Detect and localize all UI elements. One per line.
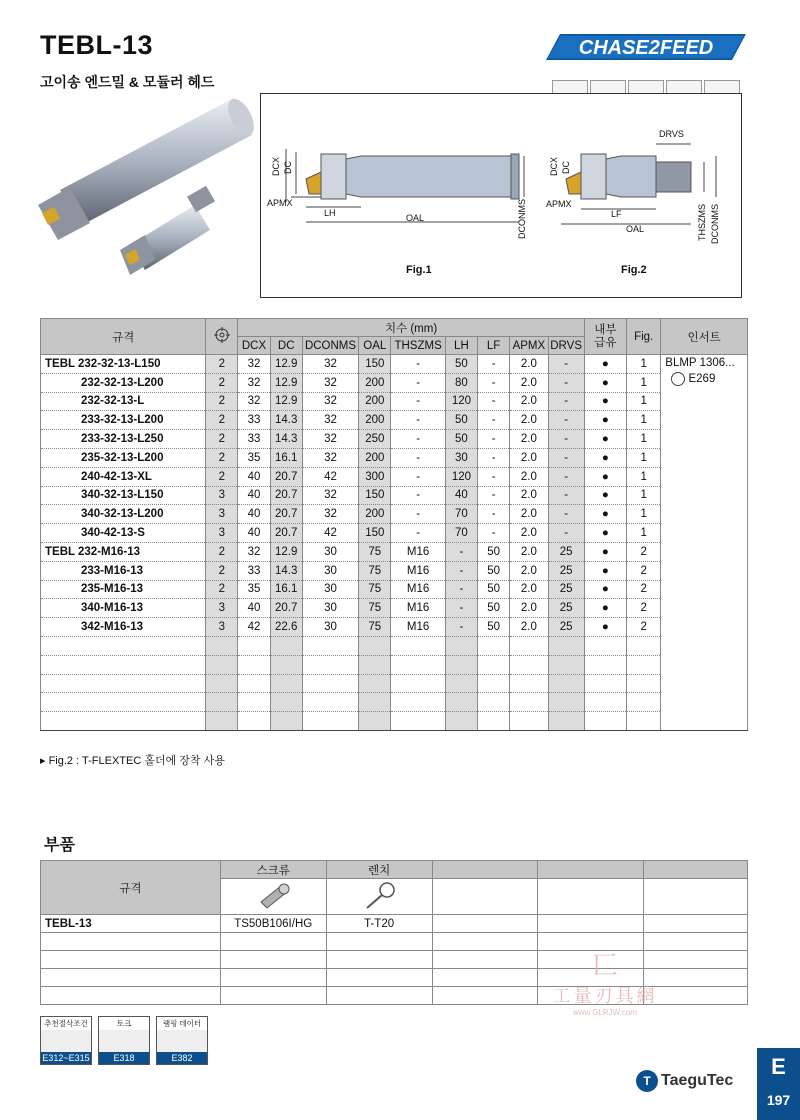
empty-row xyxy=(41,712,748,731)
fig-cell: 2 xyxy=(627,542,661,561)
dim-cell: 30 xyxy=(302,618,358,637)
flute-count-cell: 3 xyxy=(206,486,238,505)
spec-cell: TEBL 232-M16-13 xyxy=(41,542,206,561)
dim-apmx-label-2: APMX xyxy=(546,199,572,209)
parts-wrench-cell: T-T20 xyxy=(326,915,432,933)
col-drvs: DRVS xyxy=(548,337,584,355)
empty-row xyxy=(41,674,748,693)
dimension-drawing xyxy=(260,93,742,298)
dim-cell: 40 xyxy=(445,486,477,505)
flute-count-cell: 2 xyxy=(206,373,238,392)
dim-cell: M16 xyxy=(391,561,445,580)
dim-cell: 14.3 xyxy=(270,561,302,580)
mini-title: 추천절삭조건 xyxy=(41,1017,91,1030)
flute-count-cell: 3 xyxy=(206,599,238,618)
spec-cell: 232-32-13-L xyxy=(41,392,206,411)
dim-cell: 120 xyxy=(445,467,477,486)
dim-cell: 32 xyxy=(238,373,270,392)
dim-dconms-label: DCONMS xyxy=(517,199,527,239)
dim-cell: 20.7 xyxy=(270,524,302,543)
col-dconms: DCONMS xyxy=(302,337,358,355)
dim-cell: 14.3 xyxy=(270,411,302,430)
dim-cell: - xyxy=(391,448,445,467)
watermark xyxy=(540,945,670,1017)
coolant-cell: ● xyxy=(584,618,626,637)
dim-cell: M16 xyxy=(391,542,445,561)
dim-cell: 20.7 xyxy=(270,505,302,524)
fig-cell: 1 xyxy=(627,505,661,524)
dim-cell: 150 xyxy=(359,486,391,505)
magnifier-icon xyxy=(671,372,685,386)
dim-cell: - xyxy=(548,392,584,411)
dim-dc-label-2: DC xyxy=(561,161,571,174)
dim-cell: 2.0 xyxy=(510,505,548,524)
mini-ref: E382 xyxy=(157,1052,207,1064)
flute-count-cell: 3 xyxy=(206,524,238,543)
dim-cell: 2.0 xyxy=(510,373,548,392)
spec-cell: 340-M16-13 xyxy=(41,599,206,618)
watermark-logo-mark: 匸 xyxy=(591,950,618,980)
insert-cell xyxy=(661,355,748,731)
dim-cell: 2.0 xyxy=(510,430,548,449)
spec-cell: 235-32-13-L200 xyxy=(41,448,206,467)
dim-cell: 32 xyxy=(302,392,358,411)
dim-cell: 75 xyxy=(359,580,391,599)
dim-cell: - xyxy=(548,486,584,505)
page-number: 197 xyxy=(766,1092,791,1108)
dim-cell: 16.1 xyxy=(270,580,302,599)
dim-cell: 2.0 xyxy=(510,618,548,637)
dim-cell: 70 xyxy=(445,524,477,543)
parts-spec-cell: TEBL-13 xyxy=(41,915,221,933)
dim-cell: 50 xyxy=(478,618,510,637)
torque-ref[interactable] xyxy=(98,1016,150,1065)
dim-cell: 50 xyxy=(478,542,510,561)
dim-thszms-label: THSZMS xyxy=(697,204,707,241)
dim-cell: - xyxy=(478,486,510,505)
dim-cell: 30 xyxy=(445,448,477,467)
parts-col-screw: 스크류 xyxy=(220,861,326,879)
dim-cell: 2.0 xyxy=(510,355,548,374)
dim-cell: 20.7 xyxy=(270,486,302,505)
dim-cell: 35 xyxy=(238,580,270,599)
dim-cell: 80 xyxy=(445,373,477,392)
brand-name: TaeguTec xyxy=(661,1072,734,1090)
dim-cell: - xyxy=(391,467,445,486)
dim-cell: 50 xyxy=(445,411,477,430)
dim-cell: 50 xyxy=(478,599,510,618)
flute-count-cell: 2 xyxy=(206,430,238,449)
table-row xyxy=(41,392,748,411)
dim-cell: 40 xyxy=(238,505,270,524)
dim-cell: - xyxy=(478,524,510,543)
parts-section-title: 부품 xyxy=(44,837,75,854)
coolant-cell: ● xyxy=(584,561,626,580)
fig-cell: 1 xyxy=(627,355,661,374)
dim-cell: 42 xyxy=(238,618,270,637)
dim-cell: 30 xyxy=(302,580,358,599)
spec-table xyxy=(40,318,748,731)
dim-cell: 25 xyxy=(548,618,584,637)
insert-code: BLMP 1306... xyxy=(665,357,735,369)
insert-ref-link[interactable] xyxy=(665,372,743,386)
col-apmx: APMX xyxy=(510,337,548,355)
fig-cell: 2 xyxy=(627,599,661,618)
empty-row xyxy=(41,655,748,674)
flute-count-cell: 2 xyxy=(206,580,238,599)
dim-cell: - xyxy=(548,467,584,486)
dim-cell: 30 xyxy=(302,542,358,561)
dim-cell: 70 xyxy=(445,505,477,524)
dim-cell: 75 xyxy=(359,542,391,561)
dim-cell: - xyxy=(478,505,510,524)
dim-lh-label: LH xyxy=(324,208,336,218)
spec-cell: 233-32-13-L200 xyxy=(41,411,206,430)
dim-cell: - xyxy=(391,411,445,430)
dim-cell: 2.0 xyxy=(510,524,548,543)
table-row xyxy=(41,430,748,449)
dim-cell: 32 xyxy=(302,411,358,430)
coolant-cell: ● xyxy=(584,599,626,618)
flute-count-icon xyxy=(206,319,238,355)
spec-cell: 233-M16-13 xyxy=(41,561,206,580)
dim-cell: 25 xyxy=(548,542,584,561)
dim-cell: 32 xyxy=(238,355,270,374)
wrench-icon xyxy=(326,879,432,915)
dim-dcx-label-2: DCX xyxy=(549,157,559,177)
table-row xyxy=(41,355,748,374)
dim-cell: - xyxy=(445,580,477,599)
dim-cell: 32 xyxy=(302,430,358,449)
dim-cell: - xyxy=(478,373,510,392)
dim-cell: 33 xyxy=(238,561,270,580)
dim-cell: 32 xyxy=(302,448,358,467)
dim-cell: 35 xyxy=(238,448,270,467)
insert-ref: E269 xyxy=(688,373,716,386)
spec-cell: 342-M16-13 xyxy=(41,618,206,637)
flute-count-cell: 3 xyxy=(206,505,238,524)
dim-cell: 25 xyxy=(548,580,584,599)
coolant-cell: ● xyxy=(584,411,626,430)
dim-cell: M16 xyxy=(391,599,445,618)
col-dc: DC xyxy=(270,337,302,355)
torque-icon xyxy=(99,1030,149,1052)
dim-oal-label-2: OAL xyxy=(626,224,645,234)
figure-note: ▸ Fig.2 : T-FLEXTEC 홀더에 장착 사용 xyxy=(40,755,225,767)
dim-cell: - xyxy=(391,373,445,392)
dim-cell: 16.1 xyxy=(270,448,302,467)
table-row xyxy=(41,486,748,505)
dim-cell: 22.6 xyxy=(270,618,302,637)
fig-cell: 1 xyxy=(627,448,661,467)
coolant-cell: ● xyxy=(584,467,626,486)
flute-count-cell: 3 xyxy=(206,618,238,637)
dim-cell: - xyxy=(391,355,445,374)
dim-cell: 2.0 xyxy=(510,392,548,411)
table-row xyxy=(41,599,748,618)
dim-cell: 32 xyxy=(302,355,358,374)
mini-title: 램핑 데이터 xyxy=(157,1017,207,1030)
col-insert-header: 인서트 xyxy=(661,319,748,355)
logo-text: CHASE2FEED xyxy=(578,37,714,59)
col-fig-header: Fig. xyxy=(627,319,661,355)
dim-cell: 32 xyxy=(302,505,358,524)
table-row xyxy=(41,467,748,486)
spec-cell: 340-42-13-S xyxy=(41,524,206,543)
dim-cell: - xyxy=(391,486,445,505)
dim-cell: 2.0 xyxy=(510,561,548,580)
flute-count-cell: 2 xyxy=(206,448,238,467)
ramping-data-ref[interactable] xyxy=(156,1016,208,1065)
dim-cell: - xyxy=(478,411,510,430)
table-row xyxy=(41,561,748,580)
dim-cell: 32 xyxy=(302,373,358,392)
dim-cell: 40 xyxy=(238,486,270,505)
coolant-cell: ● xyxy=(584,524,626,543)
spec-cell: 340-32-13-L150 xyxy=(41,486,206,505)
dim-cell: 2.0 xyxy=(510,467,548,486)
brand-logo-icon: T xyxy=(636,1070,658,1092)
dim-cell: - xyxy=(478,392,510,411)
dim-cell: - xyxy=(548,430,584,449)
dim-cell: 2.0 xyxy=(510,411,548,430)
fig-cell: 1 xyxy=(627,467,661,486)
dim-cell: 25 xyxy=(548,599,584,618)
dim-cell: 200 xyxy=(359,392,391,411)
dim-cell: - xyxy=(445,599,477,618)
dim-cell: - xyxy=(548,448,584,467)
coolant-cell: ● xyxy=(584,542,626,561)
dim-lf-label: LF xyxy=(611,209,622,219)
dim-cell: 2.0 xyxy=(510,580,548,599)
fig-cell: 1 xyxy=(627,392,661,411)
dim-cell: 32 xyxy=(302,486,358,505)
dim-cell: 150 xyxy=(359,355,391,374)
dim-cell: 40 xyxy=(238,599,270,618)
dim-cell: 75 xyxy=(359,599,391,618)
dim-cell: 33 xyxy=(238,430,270,449)
dim-cell: - xyxy=(548,524,584,543)
cutting-conditions-ref[interactable] xyxy=(40,1016,92,1065)
spec-cell: TEBL 232-32-13-L150 xyxy=(41,355,206,374)
fig-cell: 1 xyxy=(627,373,661,392)
dim-cell: 32 xyxy=(238,542,270,561)
watermark-text: 工量刃具網 xyxy=(552,986,658,1006)
parts-col-wrench: 렌치 xyxy=(326,861,432,879)
dim-cell: 14.3 xyxy=(270,430,302,449)
dim-cell: 2.0 xyxy=(510,486,548,505)
dim-dc-label: DC xyxy=(283,161,293,174)
dim-cell: 20.7 xyxy=(270,599,302,618)
dim-cell: 50 xyxy=(445,430,477,449)
dim-cell: 200 xyxy=(359,448,391,467)
flute-count-cell: 2 xyxy=(206,542,238,561)
col-thszms: THSZMS xyxy=(391,337,445,355)
dim-cell: 25 xyxy=(548,561,584,580)
dim-cell: 33 xyxy=(238,411,270,430)
col-dim-group-header: 치수 (mm) xyxy=(238,319,584,337)
dim-cell: 12.9 xyxy=(270,373,302,392)
dim-cell: 75 xyxy=(359,561,391,580)
flute-count-cell: 2 xyxy=(206,355,238,374)
dim-cell: 75 xyxy=(359,618,391,637)
dim-cell: - xyxy=(548,373,584,392)
spec-cell: 240-42-13-XL xyxy=(41,467,206,486)
section-letter: E xyxy=(771,1054,786,1079)
dim-cell: 2.0 xyxy=(510,542,548,561)
dim-cell: 42 xyxy=(302,524,358,543)
dim-cell: 2.0 xyxy=(510,599,548,618)
dim-cell: M16 xyxy=(391,580,445,599)
dim-oal-label: OAL xyxy=(406,213,425,223)
fig-cell: 1 xyxy=(627,411,661,430)
dim-cell: 150 xyxy=(359,524,391,543)
dim-cell: 50 xyxy=(478,580,510,599)
tool-illustration xyxy=(30,95,255,280)
dim-dconms-label-2: DCONMS xyxy=(710,204,720,244)
coolant-cell: ● xyxy=(584,373,626,392)
dim-cell: 12.9 xyxy=(270,355,302,374)
col-oal: OAL xyxy=(359,337,391,355)
empty-row xyxy=(41,693,748,712)
fig-cell: 1 xyxy=(627,486,661,505)
flute-count-cell: 2 xyxy=(206,411,238,430)
dim-cell: 200 xyxy=(359,411,391,430)
flute-count-cell: 2 xyxy=(206,392,238,411)
table-row xyxy=(41,580,748,599)
table-row xyxy=(41,505,748,524)
spec-cell: 340-32-13-L200 xyxy=(41,505,206,524)
table-row xyxy=(41,542,748,561)
flute-count-cell: 2 xyxy=(206,561,238,580)
table-row xyxy=(41,373,748,392)
screw-icon xyxy=(220,879,326,915)
dim-cell: 250 xyxy=(359,430,391,449)
dim-cell: 40 xyxy=(238,467,270,486)
dim-cell: 300 xyxy=(359,467,391,486)
dim-cell: - xyxy=(548,505,584,524)
parts-col-spec: 규격 xyxy=(41,861,221,915)
dim-cell: - xyxy=(445,542,477,561)
reference-icons xyxy=(40,1016,208,1065)
dim-cell: 2.0 xyxy=(510,448,548,467)
mini-ref: E318 xyxy=(99,1052,149,1064)
fig-cell: 1 xyxy=(627,430,661,449)
dim-cell: - xyxy=(478,467,510,486)
dim-cell: - xyxy=(548,355,584,374)
mini-title: 토크 xyxy=(99,1017,149,1030)
dim-cell: 200 xyxy=(359,505,391,524)
col-coolant-header: 내부 급유 xyxy=(584,319,626,355)
page-title: TEBL-13 xyxy=(40,30,154,60)
dim-cell: - xyxy=(478,355,510,374)
coolant-cell: ● xyxy=(584,392,626,411)
col-lh: LH xyxy=(445,337,477,355)
dim-cell: 50 xyxy=(445,355,477,374)
dim-cell: 30 xyxy=(302,599,358,618)
table-row xyxy=(41,448,748,467)
col-spec-header: 규격 xyxy=(41,319,206,355)
dim-cell: - xyxy=(445,561,477,580)
coolant-cell: ● xyxy=(584,505,626,524)
dim-cell: 42 xyxy=(302,467,358,486)
dim-cell: 32 xyxy=(238,392,270,411)
section-tab xyxy=(757,1048,800,1120)
spec-cell: 232-32-13-L200 xyxy=(41,373,206,392)
mini-ref: E312~E315 xyxy=(42,1053,90,1063)
dim-cell: 120 xyxy=(445,392,477,411)
table-row xyxy=(41,524,748,543)
dim-cell: 200 xyxy=(359,373,391,392)
coolant-cell: ● xyxy=(584,448,626,467)
coolant-cell: ● xyxy=(584,486,626,505)
fig-cell: 2 xyxy=(627,618,661,637)
dim-cell: 20.7 xyxy=(270,467,302,486)
parts-screw-cell: TS50B106I/HG xyxy=(220,915,326,933)
empty-row xyxy=(41,636,748,655)
chase2feed-logo xyxy=(540,30,752,64)
dim-cell: - xyxy=(391,524,445,543)
coolant-cell: ● xyxy=(584,430,626,449)
dim-dcx-label: DCX xyxy=(271,157,281,177)
dim-cell: - xyxy=(478,448,510,467)
fig1-label: Fig.1 xyxy=(406,264,432,276)
dim-cell: 12.9 xyxy=(270,392,302,411)
col-lf: LF xyxy=(478,337,510,355)
fig-cell: 1 xyxy=(627,524,661,543)
dim-cell: 50 xyxy=(478,561,510,580)
coolant-cell: ● xyxy=(584,355,626,374)
fig-cell: 2 xyxy=(627,580,661,599)
dim-cell: 30 xyxy=(302,561,358,580)
table-row xyxy=(41,618,748,637)
dim-cell: - xyxy=(391,505,445,524)
fig-cell: 2 xyxy=(627,561,661,580)
dim-cell: - xyxy=(391,430,445,449)
table-row xyxy=(41,411,748,430)
dim-cell: 40 xyxy=(238,524,270,543)
dim-cell: - xyxy=(478,430,510,449)
watermark-url: www.GLRJW.com xyxy=(572,1008,637,1017)
dim-cell: 12.9 xyxy=(270,542,302,561)
dim-drvs-label: DRVS xyxy=(659,129,684,139)
dim-cell: M16 xyxy=(391,618,445,637)
ramping-icon xyxy=(157,1030,207,1052)
page-subtitle: 고이송 엔드밀 & 모듈러 헤드 xyxy=(40,74,215,90)
spec-cell: 235-M16-13 xyxy=(41,580,206,599)
dim-apmx-label: APMX xyxy=(267,198,293,208)
fig2-label: Fig.2 xyxy=(621,264,647,276)
coolant-cell: ● xyxy=(584,580,626,599)
dim-cell: - xyxy=(391,392,445,411)
dim-cell: - xyxy=(445,618,477,637)
dim-cell: - xyxy=(548,411,584,430)
flute-count-cell: 2 xyxy=(206,467,238,486)
brand-logo xyxy=(636,1070,733,1092)
spec-cell: 233-32-13-L250 xyxy=(41,430,206,449)
col-dcx: DCX xyxy=(238,337,270,355)
cutting-conditions-icon xyxy=(41,1030,91,1052)
